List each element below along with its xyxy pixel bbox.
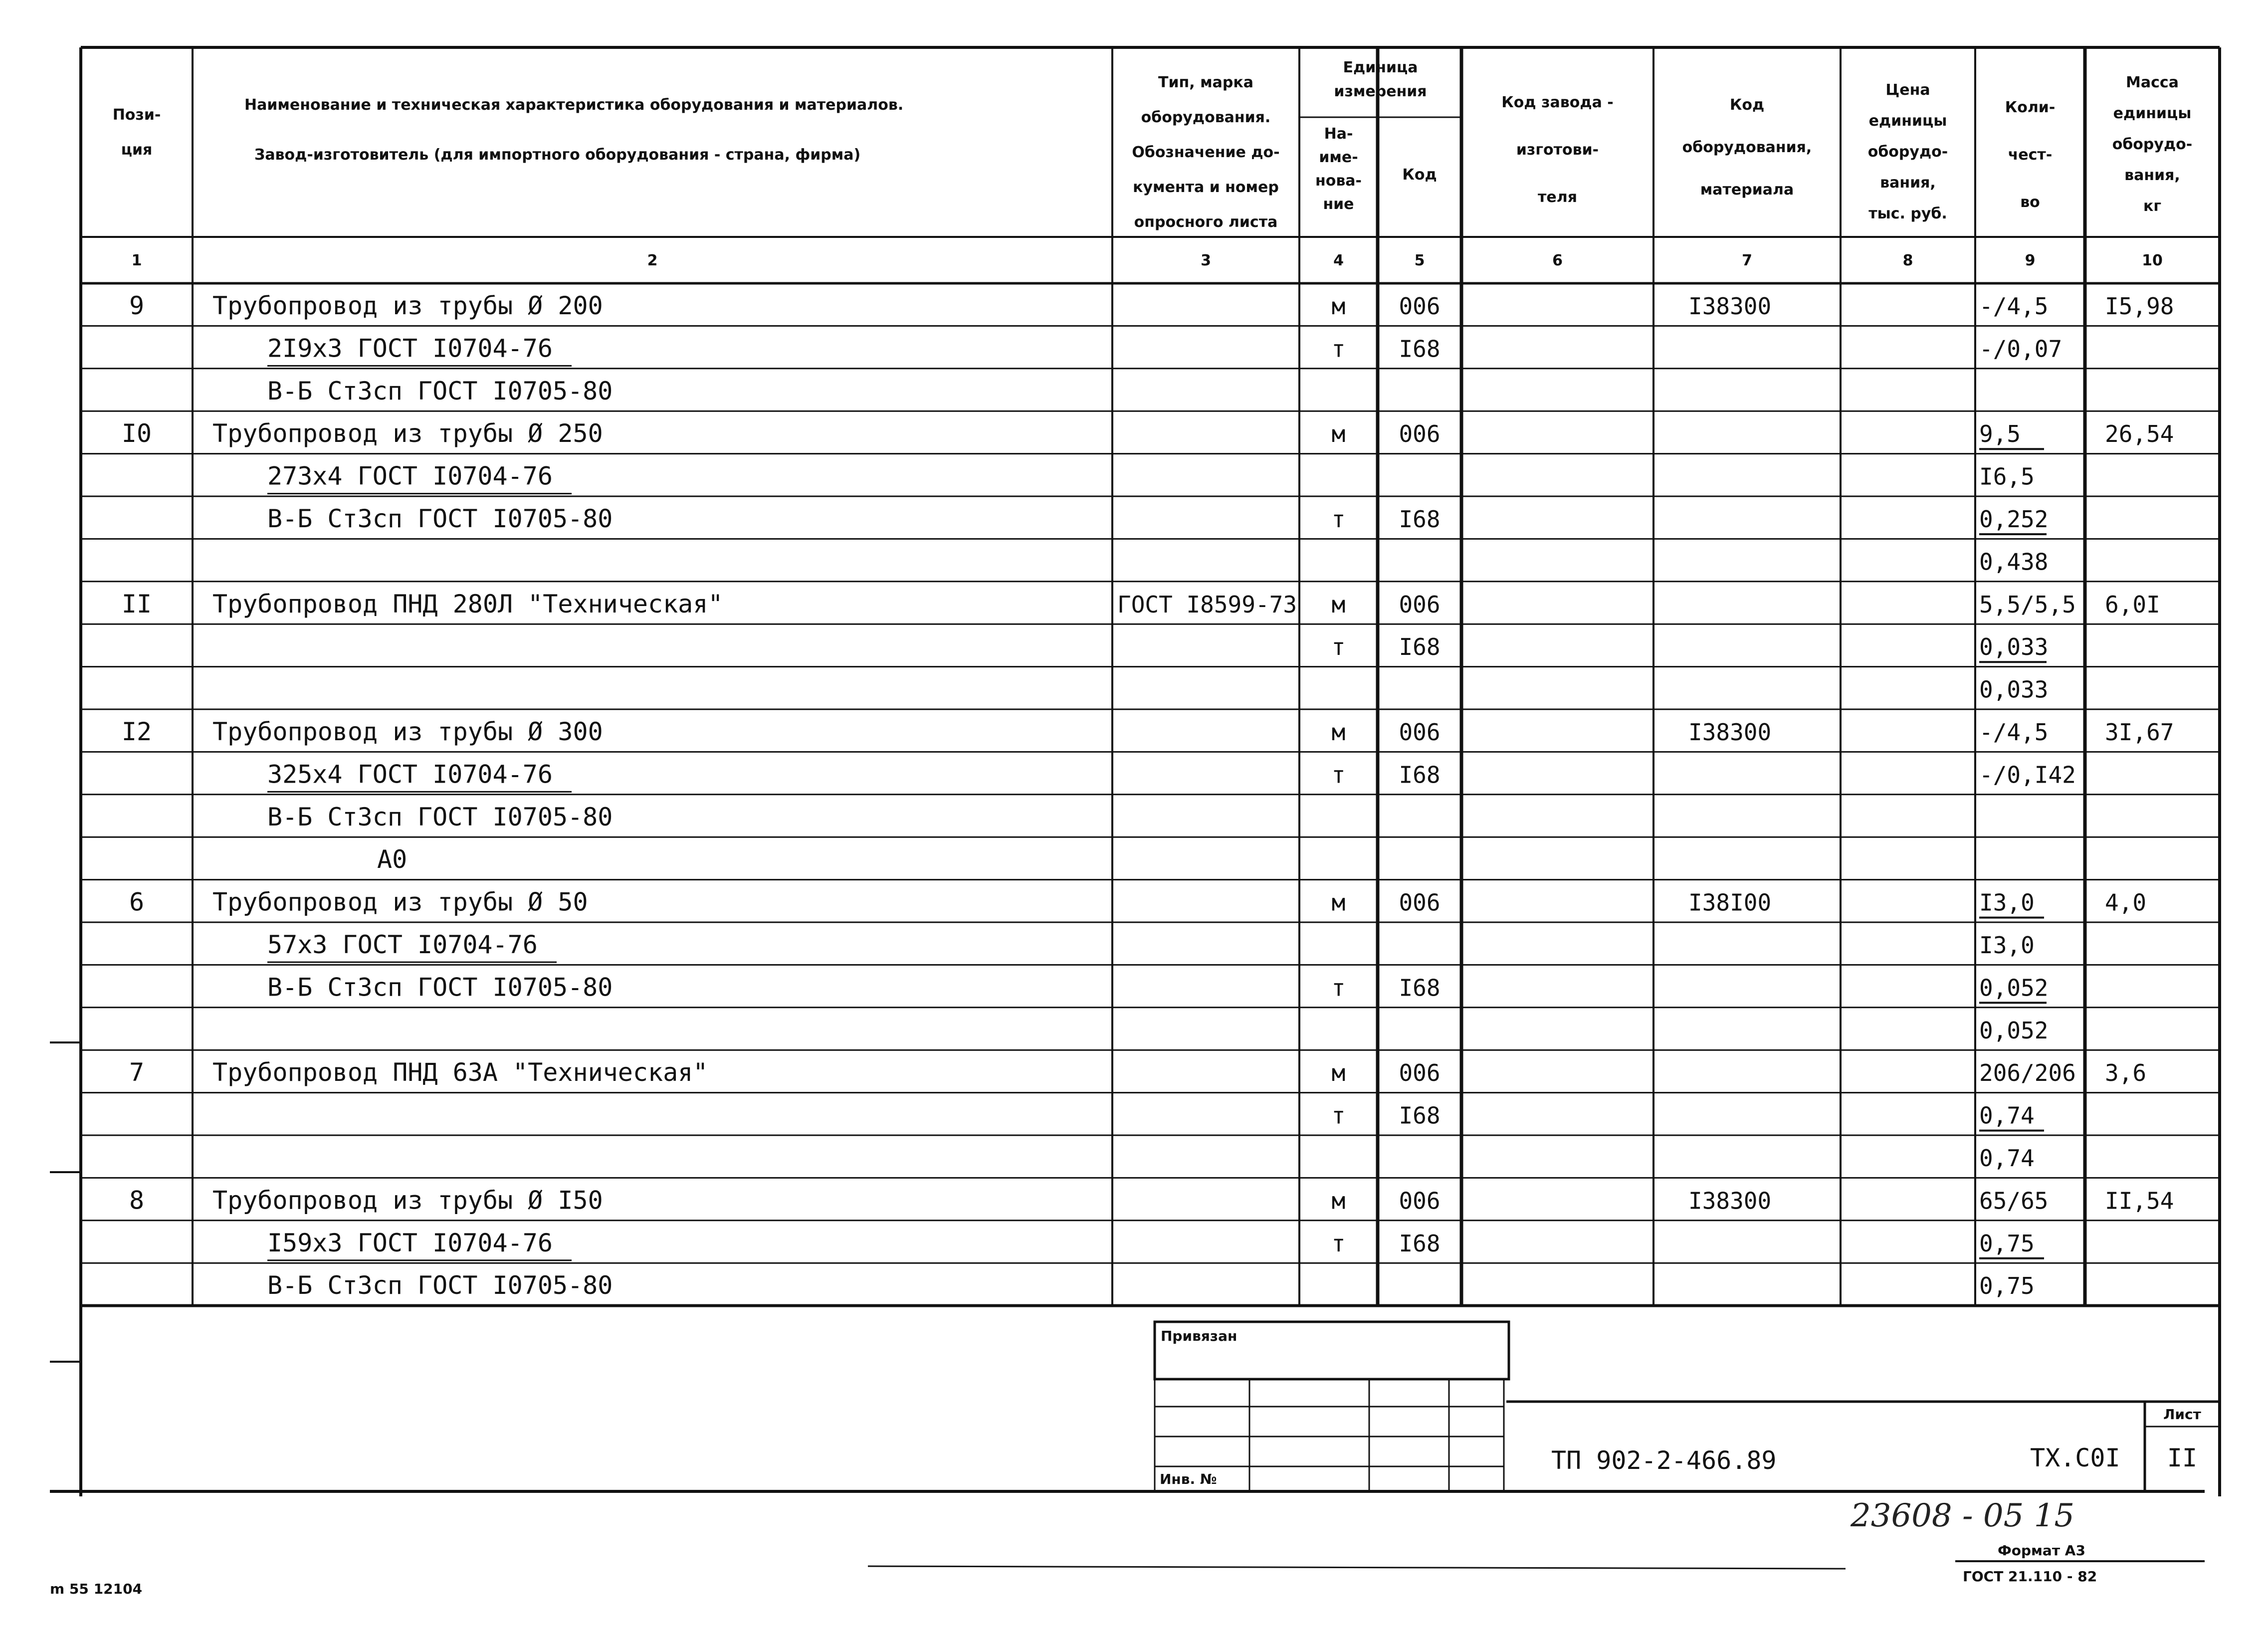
cell-name: Трубопровод из трубы Ø 250 <box>212 419 603 448</box>
column-number: 1 <box>131 252 142 269</box>
cell-name: Трубопровод из трубы Ø 300 <box>212 717 603 746</box>
cell-quantity: 0,75 <box>1979 1230 2035 1257</box>
cell-position: 6 <box>129 887 145 917</box>
cell-quantity: 9,5 <box>1979 420 2021 448</box>
cell-mass: II,54 <box>2105 1187 2174 1215</box>
cell-unit-code: I68 <box>1399 335 1441 363</box>
cell-mass: 3I,67 <box>2105 719 2174 746</box>
column-number: 4 <box>1333 252 1344 269</box>
cell-quantity: 0,052 <box>1979 974 2049 1002</box>
cell-unit: т <box>1331 335 1346 363</box>
header-quantity: во <box>2020 194 2040 211</box>
cell-mass: 4,0 <box>2105 889 2147 916</box>
cell-name: 57x3 ГОСТ I0704-76 <box>267 930 538 959</box>
column-number: 5 <box>1414 252 1425 269</box>
cell-name: I59x3 ГОСТ I0704-76 <box>267 1228 553 1257</box>
cell-name: Трубопровод ПНД 280Л "Техническая" <box>212 589 723 618</box>
cell-quantity: 0,74 <box>1979 1145 2035 1172</box>
cell-name: Трубопровод из трубы Ø 200 <box>212 291 603 320</box>
column-number: 7 <box>1742 252 1752 269</box>
header-unit-code: Код <box>1402 166 1437 184</box>
table-row <box>1979 548 2048 575</box>
cell-material-code: I38300 <box>1688 1187 1772 1215</box>
document-code: ТП 902-2-466.89 <box>1551 1446 1777 1475</box>
cell-quantity: -/0,07 <box>1979 335 2062 363</box>
header-position: Пози- <box>112 106 161 124</box>
cell-mass: 26,54 <box>2105 420 2174 448</box>
cell-material-code: I38I00 <box>1688 889 1772 916</box>
cell-quantity: I3,0 <box>1979 932 2035 959</box>
table-row <box>1979 1017 2048 1044</box>
table-row <box>267 377 613 406</box>
cell-quantity: 0,74 <box>1979 1102 2035 1129</box>
header-doc-type: кумента и номер <box>1133 179 1279 196</box>
cell-name: 273x4 ГОСТ I0704-76 <box>267 461 553 491</box>
cell-unit: м <box>1331 420 1346 448</box>
handwritten-number: 23608 - 05 15 <box>1851 1497 2075 1534</box>
cell-unit: т <box>1331 1102 1346 1129</box>
cell-name: 2I9x3 ГОСТ I0704-76 <box>267 334 553 363</box>
column-number: 2 <box>647 252 658 269</box>
cell-quantity: -/4,5 <box>1979 719 2049 746</box>
cell-name: 325x4 ГОСТ I0704-76 <box>267 760 553 789</box>
cell-unit: м <box>1331 719 1346 746</box>
cell-unit: т <box>1331 974 1346 1002</box>
table-row <box>1979 676 2048 703</box>
header-unit-mass: оборудо- <box>2112 136 2193 153</box>
cell-position: I0 <box>121 419 152 448</box>
header-unit-price: тыс. руб. <box>1868 205 1947 222</box>
cell-unit-code: I68 <box>1399 974 1441 1002</box>
header-name-line2: Завод-изготовитель (для импортного оборудования - страна, фирма) <box>254 146 861 164</box>
cell-position: I2 <box>121 717 152 746</box>
corner-code: m 55 12104 <box>50 1581 143 1597</box>
header-quantity: чест- <box>2008 146 2053 164</box>
document-mark: ТХ.С0I <box>2030 1443 2120 1472</box>
sheet-number: II <box>2167 1443 2198 1472</box>
cell-quantity: 0,438 <box>1979 548 2049 576</box>
cell-name: Трубопровод из трубы Ø 50 <box>212 887 588 917</box>
cell-quantity: -/4,5 <box>1979 293 2049 320</box>
cell-unit-code: I68 <box>1399 761 1441 789</box>
cell-unit-code: 006 <box>1399 719 1441 746</box>
cell-quantity: 0,033 <box>1979 676 2049 703</box>
gost-label: ГОСТ 21.110 - 82 <box>1963 1568 2097 1585</box>
cell-name: Трубопровод ПНД 63А "Техническая" <box>212 1058 708 1087</box>
cell-quantity: 5,5/5,5 <box>1979 591 2076 618</box>
cell-quantity: 0,252 <box>1979 506 2049 533</box>
header-unit-name: На- <box>1324 125 1353 143</box>
header-unit-group: измерения <box>1334 83 1427 100</box>
header-position: ция <box>121 141 153 159</box>
header-material-code: Код <box>1729 96 1765 114</box>
cell-position: 8 <box>129 1186 145 1215</box>
column-number: 10 <box>2142 252 2163 269</box>
cell-unit-code: 006 <box>1399 420 1441 448</box>
cell-name: A0 <box>377 845 408 874</box>
header-unit-price: Цена <box>1885 81 1930 99</box>
cell-name: В-Б Ст3сп ГОСТ I0705-80 <box>267 802 613 831</box>
cell-unit-code: I68 <box>1399 633 1441 661</box>
cell-unit-code: 006 <box>1399 1059 1441 1087</box>
header-unit-group: Единица <box>1343 59 1418 76</box>
cell-unit-code: 006 <box>1399 591 1441 618</box>
cell-unit: м <box>1331 293 1346 320</box>
header-unit-mass: вания, <box>2124 167 2180 184</box>
header-unit-name: ние <box>1323 196 1354 213</box>
header-unit-name: име- <box>1319 149 1358 166</box>
header-name-line1: Наименование и техническая характеристика оборудования и материалов. <box>244 96 904 114</box>
sheet-label: Лист <box>2163 1406 2201 1423</box>
cell-doc: ГОСТ I8599-73 <box>1117 591 1297 618</box>
cell-quantity: 65/65 <box>1979 1187 2049 1215</box>
cell-unit-code: I68 <box>1399 1230 1441 1257</box>
cell-quantity: I3,0 <box>1979 889 2035 916</box>
cell-quantity: -/0,I42 <box>1979 761 2076 789</box>
header-unit-price: вания, <box>1880 174 1936 192</box>
format-label: Формат А3 <box>1998 1542 2085 1559</box>
header-doc-type: оборудования. <box>1141 109 1271 126</box>
header-doc-type: Тип, марка <box>1158 74 1253 91</box>
cell-name: В-Б Ст3сп ГОСТ I0705-80 <box>267 504 613 533</box>
cell-material-code: I38300 <box>1688 719 1772 746</box>
cell-name: В-Б Ст3сп ГОСТ I0705-80 <box>267 1271 613 1300</box>
table-row <box>267 803 613 831</box>
cell-name: Трубопровод из трубы Ø I50 <box>212 1186 603 1215</box>
cell-mass: I5,98 <box>2105 293 2174 320</box>
cell-unit-code: 006 <box>1399 1187 1441 1215</box>
cell-quantity: I6,5 <box>1979 463 2035 490</box>
header-quantity: Коли- <box>2005 99 2056 116</box>
cell-name: В-Б Ст3сп ГОСТ I0705-80 <box>267 973 613 1002</box>
header-material-code: материала <box>1700 181 1794 199</box>
cell-unit-code: I68 <box>1399 506 1441 533</box>
header-unit-price: оборудо- <box>1867 143 1948 161</box>
cell-position: II <box>121 589 152 618</box>
inventory-number-label: Инв. № <box>1160 1471 1217 1487</box>
header-material-code: оборудования, <box>1682 139 1812 156</box>
header-unit-price: единицы <box>1868 112 1947 130</box>
column-number: 8 <box>1902 252 1913 269</box>
cell-unit: т <box>1331 761 1346 789</box>
linked-label: Привязан <box>1161 1328 1237 1344</box>
header-unit-mass: единицы <box>2113 105 2192 122</box>
column-number: 6 <box>1552 252 1563 269</box>
cell-quantity: 0,033 <box>1979 633 2049 661</box>
cell-unit-code: I68 <box>1399 1102 1441 1129</box>
cell-unit: м <box>1331 1187 1346 1215</box>
cell-quantity: 206/206 <box>1979 1059 2076 1087</box>
header-unit-mass: Масса <box>2126 74 2179 91</box>
cell-position: 7 <box>129 1058 145 1087</box>
cell-quantity: 0,75 <box>1979 1272 2035 1300</box>
header-unit-mass: кг <box>2143 198 2162 215</box>
cell-mass: 6,0I <box>2105 591 2160 618</box>
header-doc-type: опросного листа <box>1134 213 1278 231</box>
cell-name: В-Б Ст3сп ГОСТ I0705-80 <box>267 376 613 406</box>
cell-unit: т <box>1331 506 1346 533</box>
cell-unit-code: 006 <box>1399 889 1441 916</box>
cell-unit: м <box>1331 591 1346 618</box>
cell-material-code: I38300 <box>1688 293 1772 320</box>
header-plant-code: изготови- <box>1516 141 1599 159</box>
header-unit-name: нова- <box>1315 172 1362 190</box>
cell-unit-code: 006 <box>1399 293 1441 320</box>
table-row <box>1979 1145 2035 1172</box>
cell-unit: м <box>1331 889 1346 916</box>
cell-unit: м <box>1331 1059 1346 1087</box>
header-plant-code: Код завода - <box>1501 94 1614 111</box>
cell-unit: т <box>1331 1230 1346 1257</box>
column-number: 3 <box>1201 252 1211 269</box>
table-row <box>377 845 407 874</box>
cell-unit: т <box>1331 633 1346 661</box>
column-number: 9 <box>2025 252 2036 269</box>
header-plant-code: теля <box>1538 189 1577 206</box>
cell-mass: 3,6 <box>2105 1059 2147 1087</box>
cell-position: 9 <box>129 291 145 320</box>
cell-quantity: 0,052 <box>1979 1017 2049 1044</box>
header-doc-type: Обозначение до- <box>1132 144 1280 161</box>
